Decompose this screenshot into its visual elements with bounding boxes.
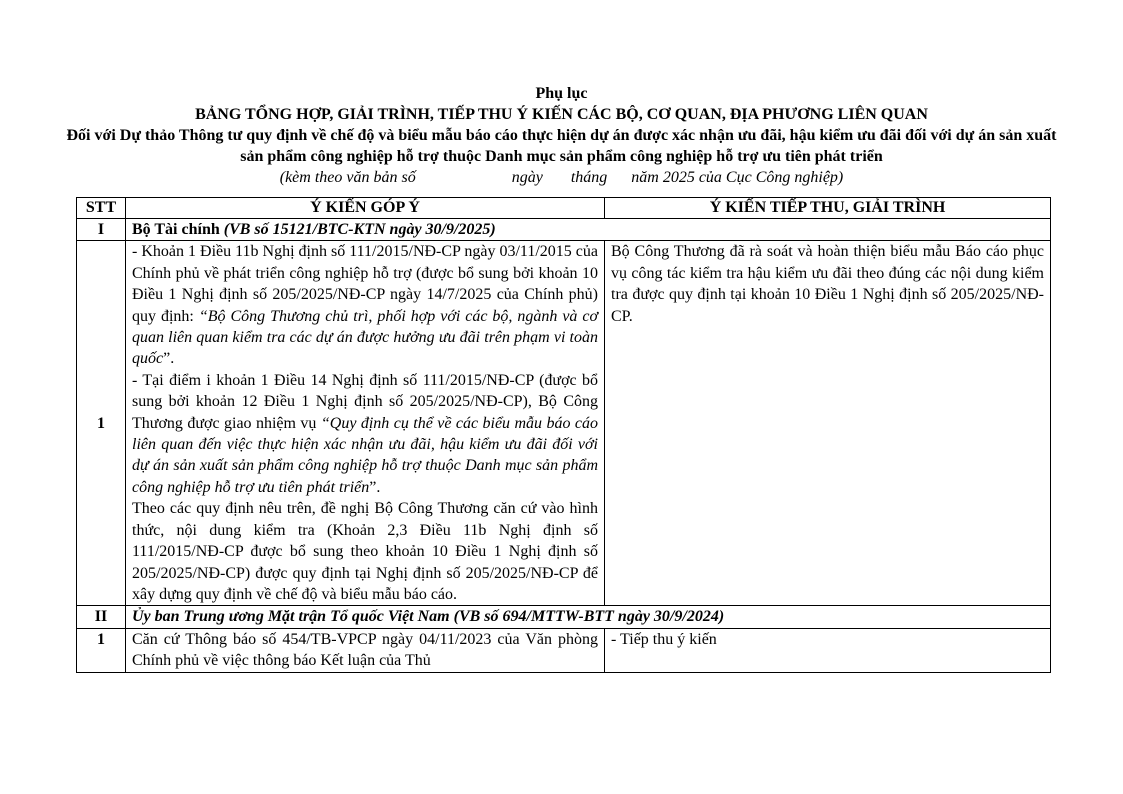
header-comment: Ý KIẾN GÓP Ý xyxy=(126,198,605,219)
comments-table xyxy=(76,197,1051,673)
note-part-1: (kèm theo văn bản số xyxy=(279,169,416,186)
comment-text: - Khoản 1 Điều 11b Nghị định số 111/2015/NĐ-CP ngày 03/11/2015 của Chính phủ về phát triển công nghiệp hỗ trợ (được bổ sung bởi khoản 10 Điều 1 Nghị định số 205/2025/NĐ-CP ngày 14/7/2025 của Chính phủ) quy định: xyxy=(132,243,598,325)
row-number: 1 xyxy=(77,241,126,606)
section-reference: (VB số 15121/BTC-KTN ngày 30/9/2025) xyxy=(223,221,496,238)
section-row xyxy=(77,606,1051,628)
section-agency: Bộ Tài chính xyxy=(132,221,220,238)
note-part-2: ngày xyxy=(511,169,543,186)
section-number: II xyxy=(77,606,126,628)
appendix-title: Phụ lục xyxy=(535,85,588,102)
comment-paragraph xyxy=(132,370,598,498)
table-title: BẢNG TỔNG HỢP, GIẢI TRÌNH, TIẾP THU Ý KIẾN CÁC BỘ, CƠ QUAN, ĐỊA PHƯƠNG LIÊN QUAN xyxy=(195,106,928,123)
comment-quote: “Bộ Công Thương chủ trì, phối hợp với các bộ, ngành và cơ quan liên quan kiểm tra các dự án được hưởng ưu đãi trên phạm vi toàn quốc xyxy=(132,307,599,368)
note-part-3: tháng xyxy=(570,169,608,186)
comment-cell: Căn cứ Thông báo số 454/TB-VPCP ngày 04/11/2023 của Văn phòng Chính phủ về việc thông báo Kết luận của Thủ xyxy=(126,628,605,672)
note-part-4: năm 2025 của Cục Công nghiệp) xyxy=(631,169,844,186)
comment-paragraph xyxy=(132,241,598,369)
comment-paragraph: Theo các quy định nêu trên, đề nghị Bộ Công Thương căn cứ vào hình thức, nội dung kiểm tra (Khoản 2,3 Điều 11b Nghị định số 111/2015/NĐ-CP được bổ sung theo khoản 10 Điều 1 Nghị định số 205/2025/NĐ-CP) được quy định tại Nghị định số 205/2025/NĐ-CP để xây dựng quy định về chế độ và biểu mẫu báo cáo. xyxy=(132,500,598,603)
section-title xyxy=(126,219,1051,241)
response-cell: - Tiếp thu ý kiến xyxy=(605,628,1051,672)
response-cell: Bộ Công Thương đã rà soát và hoàn thiện biểu mẫu Báo cáo phục vụ công tác kiểm tra hậu kiểm ưu đãi theo đúng các nội dung kiểm tra được quy định tại khoản 10 Điều 1 Nghị định số 205/2025/NĐ-CP. xyxy=(605,241,1051,606)
table-header-row xyxy=(77,198,1051,219)
section-row xyxy=(77,219,1051,241)
document-description: Đối với Dự thảo Thông tư quy định về chế độ và biểu mẫu báo cáo thực hiện dự án được xác nhận ưu đãi, hậu kiểm ưu đãi đối với dự án sản xuất sản phẩm công nghiệp hỗ trợ thuộc Danh mục sản phẩm công nghiệp hỗ trợ ưu tiên phát triển xyxy=(66,127,1057,165)
quote-end: ”. xyxy=(163,350,175,368)
section-number: I xyxy=(77,219,126,241)
header-stt: STT xyxy=(77,198,126,219)
header-response: Ý KIẾN TIẾP THU, GIẢI TRÌNH xyxy=(605,198,1051,219)
row-number: 1 xyxy=(77,628,126,672)
document-header xyxy=(60,83,1063,188)
quote-end: ”. xyxy=(369,478,381,496)
comment-quote: “Quy định cụ thể về các biểu mẫu báo cáo liên quan đến việc thực hiện xác nhận ưu đãi, hậu kiểm ưu đãi đối với dự án sản xuất sản phẩm công nghiệp hỗ trợ thuộc Danh mục sản phẩm công nghiệp hỗ trợ ưu tiên phát triển xyxy=(132,414,599,496)
table-row xyxy=(77,628,1051,672)
comment-text: - Tại điểm i khoản 1 Điều 14 Nghị định số 111/2015/NĐ-CP (được bổ sung bởi khoản 12 Điều 1 Nghị định số 205/2025/NĐ-CP), Bộ Công Thương được giao nhiệm vụ xyxy=(132,371,598,432)
section-title: Ủy ban Trung ương Mặt trận Tổ quốc Việt Nam (VB số 694/MTTW-BTT ngày 30/9/2024) xyxy=(126,606,1051,628)
table-row xyxy=(77,241,1051,606)
comment-cell xyxy=(126,241,605,606)
reference-note xyxy=(60,167,1063,188)
